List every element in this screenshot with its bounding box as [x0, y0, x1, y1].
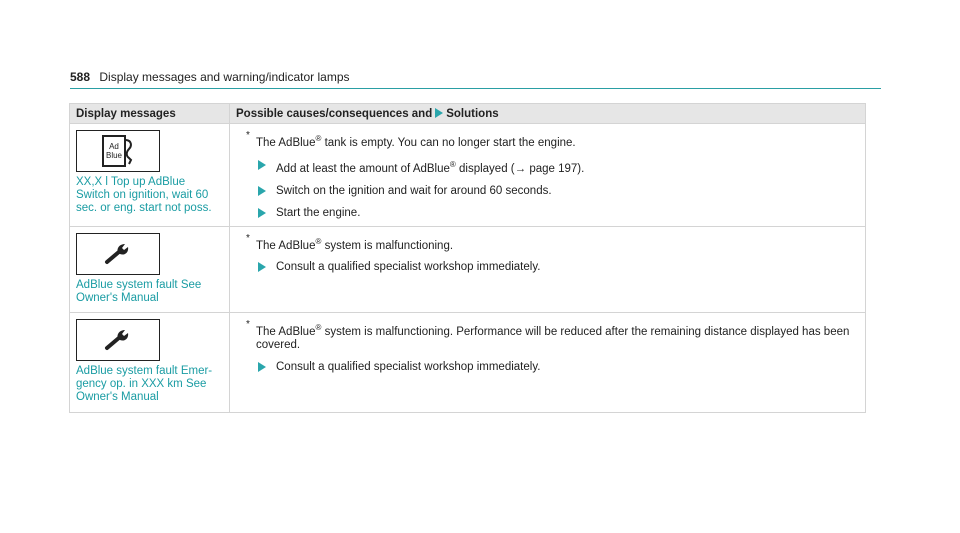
solution-step: Consult a qualified specialist workshop immediately.	[276, 360, 857, 374]
wrench-icon	[76, 319, 160, 361]
cause-text: * The AdBlue® tank is empty. You can no longer start the engine.	[246, 130, 576, 149]
footnote-star: *	[246, 318, 250, 330]
cause-text: * The AdBlue® system is malfunctioning. Performance will be reduced after the remaining distance displayed has been covered.	[246, 318, 850, 352]
message-line: AdBlue system fault See	[76, 278, 202, 291]
message-line: AdBlue system fault Emer-	[76, 364, 213, 377]
message-line: Owner's Manual	[76, 291, 159, 304]
solution-step: Consult a qualified specialist workshop immediately.	[276, 260, 857, 274]
table-row	[70, 226, 866, 312]
page-title: Display messages and warning/indicator lamps	[99, 70, 350, 84]
display-messages-table	[69, 103, 866, 413]
step-arrow-icon	[258, 362, 266, 372]
message-line: sec. or eng. start not poss.	[76, 202, 212, 214]
message-line: Switch on ignition, wait 60	[76, 189, 209, 201]
cause-text: * The AdBlue® system is malfunctioning.	[246, 232, 454, 252]
table-row	[70, 312, 866, 412]
solution-step: Switch on the ignition and wait for around 60 seconds.	[276, 184, 857, 198]
column-header-solutions-label: Solutions	[446, 108, 499, 120]
adblue-icon-label-top: Ad	[109, 142, 119, 151]
message-cell	[70, 124, 230, 227]
column-header-causes-label: Possible causes/consequences and	[236, 108, 433, 120]
footnote-star: *	[246, 130, 250, 141]
footnote-star: *	[246, 232, 250, 244]
message-cell	[70, 226, 230, 312]
step-arrow-icon	[258, 208, 266, 218]
adblue-tank-icon	[76, 130, 160, 172]
display-message	[76, 176, 223, 215]
message-line: gency op. in XXX km See	[76, 377, 207, 390]
display-message	[76, 279, 223, 305]
column-header-solutions	[230, 104, 866, 124]
wrench-icon	[76, 233, 160, 275]
solution-arrow-icon	[435, 108, 443, 118]
step-arrow-icon	[258, 160, 266, 170]
table-header-row	[70, 104, 866, 124]
step-arrow-icon	[258, 186, 266, 196]
solution-cell	[230, 226, 866, 312]
solution-step: Start the engine.	[276, 206, 857, 220]
message-line: Owner's Manual	[76, 390, 159, 403]
display-message	[76, 365, 223, 404]
solution-cell	[230, 312, 866, 412]
table-row	[70, 124, 866, 227]
solution-step: Add at least the amount of AdBlue® displayed (→ page 197).	[276, 158, 857, 176]
message-cell	[70, 312, 230, 412]
header-divider	[70, 88, 881, 89]
column-header-display-messages: Display messages	[70, 104, 230, 124]
adblue-icon-label-bottom: Blue	[105, 151, 123, 160]
solution-cell	[230, 124, 866, 227]
page-number: 588	[70, 70, 91, 84]
step-arrow-icon	[258, 262, 266, 272]
message-line: XX,X l Top up AdBlue	[76, 176, 186, 188]
page-header	[70, 70, 881, 84]
